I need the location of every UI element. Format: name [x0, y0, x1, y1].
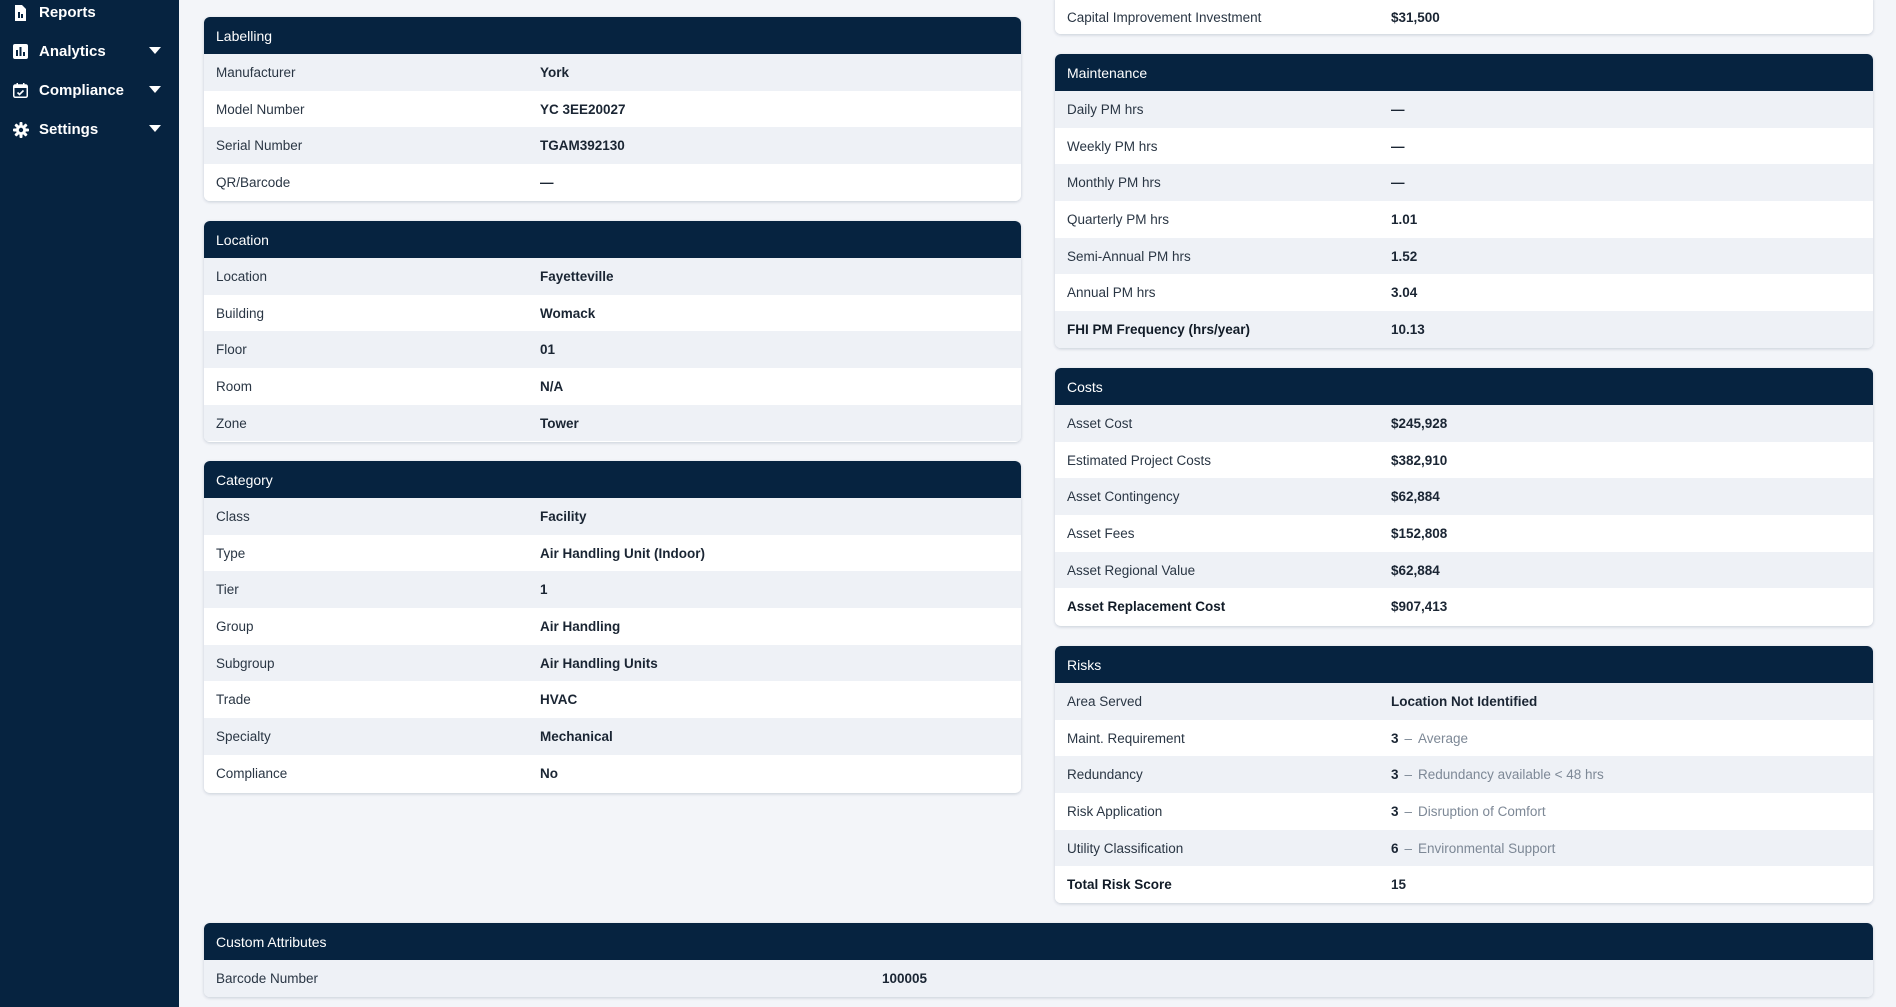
row-label: Model Number: [216, 101, 305, 117]
table-row: [204, 718, 1021, 755]
main-content: [179, 0, 1896, 1007]
separator: –: [1404, 840, 1413, 856]
table-row: [1055, 442, 1873, 479]
row-label: FHI PM Frequency (hrs/year): [1067, 321, 1251, 337]
row-label: Maint. Requirement: [1067, 730, 1185, 746]
row-value: YC 3EE20027: [540, 101, 626, 117]
row-value: 1: [540, 582, 548, 598]
table-row-total: [1055, 588, 1873, 625]
sidebar-item-compliance[interactable]: [0, 71, 179, 110]
capital-row: [1055, 0, 1873, 34]
row-label: Subgroup: [216, 655, 275, 671]
row-label: Semi-Annual PM hrs: [1067, 248, 1191, 264]
category-card: [204, 461, 1021, 793]
sidebar-item-label: Reports: [39, 4, 96, 21]
row-label: Specialty: [216, 728, 271, 744]
table-row: [1055, 793, 1873, 830]
row-value: Air Handling Units: [540, 655, 658, 671]
row-label: Redundancy: [1067, 767, 1143, 783]
row-value: —: [1391, 175, 1405, 191]
table-row: [1055, 274, 1873, 311]
row-value: TGAM392130: [540, 138, 625, 154]
row-label: Annual PM hrs: [1067, 285, 1156, 301]
table-row: [204, 54, 1021, 91]
row-label: Room: [216, 378, 253, 394]
table-row-total: [1055, 866, 1873, 903]
row-value: 3: [1391, 767, 1399, 783]
row-label: Utility Classification: [1067, 840, 1184, 856]
row-value: York: [540, 64, 570, 80]
row-label: Quarterly PM hrs: [1067, 211, 1170, 227]
table-row: [204, 645, 1021, 682]
row-value: $31,500: [1391, 9, 1440, 25]
table-row: [204, 331, 1021, 368]
separator: –: [1404, 730, 1413, 746]
row-label: Barcode Number: [216, 970, 319, 986]
table-row: [204, 258, 1021, 295]
table-row: [1055, 238, 1873, 275]
table-row: [204, 295, 1021, 332]
row-description: Environmental Support: [1418, 840, 1556, 856]
capital-card: [1055, 0, 1873, 34]
table-row: [1055, 201, 1873, 238]
sidebar-item-settings[interactable]: [0, 110, 179, 149]
row-value: —: [1391, 101, 1405, 117]
row-label: Group: [216, 618, 254, 634]
table-row: [1055, 552, 1873, 589]
row-value: $62,884: [1391, 489, 1440, 505]
custom-rows: [204, 960, 1873, 997]
card-title: Location: [204, 221, 1021, 258]
row-label: Monthly PM hrs: [1067, 175, 1161, 191]
table-row-total: [1055, 311, 1873, 348]
row-value: Tower: [540, 415, 579, 431]
separator: –: [1404, 803, 1413, 819]
row-value: Location Not Identified: [1391, 693, 1538, 709]
row-label: Weekly PM hrs: [1067, 138, 1158, 154]
row-value: 6: [1391, 840, 1399, 856]
table-row: [204, 91, 1021, 128]
row-value: $62,884: [1391, 562, 1440, 578]
row-value: 1.52: [1391, 248, 1418, 264]
row-value: 10.13: [1391, 321, 1425, 337]
table-row: [204, 755, 1021, 792]
row-label: Asset Regional Value: [1067, 562, 1196, 578]
card-title: Costs: [1055, 368, 1873, 405]
costs-card: [1055, 368, 1873, 626]
row-value: 1.01: [1391, 211, 1418, 227]
report-icon: [12, 4, 29, 21]
row-value: 100005: [882, 970, 928, 986]
row-value: 3: [1391, 803, 1399, 819]
row-value: 01: [540, 342, 556, 358]
row-value: $382,910: [1391, 452, 1448, 468]
row-value: —: [540, 174, 554, 190]
row-value: N/A: [540, 378, 564, 394]
row-label: Asset Replacement Cost: [1067, 599, 1226, 615]
sidebar-item-label: Compliance: [39, 82, 125, 99]
row-description: Redundancy available < 48 hrs: [1418, 767, 1604, 783]
table-row: [204, 368, 1021, 405]
row-label: Trade: [216, 692, 251, 708]
table-row: [1055, 830, 1873, 867]
sidebar: [0, 0, 179, 1007]
row-label: Serial Number: [216, 138, 303, 154]
row-label: Asset Contingency: [1067, 489, 1180, 505]
row-label: Floor: [216, 342, 247, 358]
sidebar-item-label: Analytics: [39, 43, 106, 60]
row-label: Type: [216, 545, 246, 561]
custom-attributes-card: [204, 923, 1873, 997]
risks-rows: [1055, 683, 1873, 903]
row-value: $907,413: [1391, 599, 1448, 615]
row-label: Tier: [216, 582, 239, 598]
row-value: HVAC: [540, 692, 578, 708]
row-value: Fayetteville: [540, 268, 614, 284]
table-row: [1055, 405, 1873, 442]
sidebar-item-analytics[interactable]: [0, 32, 179, 71]
costs-rows: [1055, 405, 1873, 625]
chart-icon: [12, 43, 29, 60]
table-row: [204, 681, 1021, 718]
card-title: Labelling: [204, 17, 1021, 54]
table-row: [204, 127, 1021, 164]
row-value: Air Handling: [540, 618, 621, 634]
table-row: [1055, 720, 1873, 757]
row-label: Asset Cost: [1067, 415, 1133, 431]
row-label: QR/Barcode: [216, 174, 291, 190]
row-value: Womack: [540, 305, 596, 321]
chevron-down-icon: [149, 47, 161, 54]
calendar-check-icon: [12, 82, 29, 99]
table-row: [1055, 515, 1873, 552]
row-label: Asset Fees: [1067, 525, 1135, 541]
labelling-rows: [204, 54, 1021, 201]
row-description: Average: [1418, 730, 1469, 746]
row-label: Risk Application: [1067, 803, 1163, 819]
card-title: Risks: [1055, 646, 1873, 683]
table-row: [1055, 128, 1873, 165]
risks-card: [1055, 646, 1873, 903]
row-value: Air Handling Unit (Indoor): [540, 545, 705, 561]
chevron-down-icon: [149, 125, 161, 132]
location-rows: [204, 258, 1021, 441]
table-row: [204, 608, 1021, 645]
table-row: [1055, 478, 1873, 515]
row-label: Location: [216, 268, 268, 284]
table-row: [204, 498, 1021, 535]
row-label: Class: [216, 508, 250, 524]
row-label: Total Risk Score: [1067, 877, 1172, 893]
table-row: [204, 405, 1021, 442]
table-row: [1055, 756, 1873, 793]
row-value: $152,808: [1391, 525, 1448, 541]
row-value: Facility: [540, 508, 587, 524]
location-card: [204, 221, 1021, 442]
card-title: Maintenance: [1055, 54, 1873, 91]
table-row: [1055, 91, 1873, 128]
row-value: $245,928: [1391, 415, 1448, 431]
category-rows: [204, 498, 1021, 792]
maintenance-card: [1055, 54, 1873, 348]
row-value: 3: [1391, 730, 1399, 746]
row-value: No: [540, 765, 558, 781]
table-row: [204, 535, 1021, 572]
row-label: Capital Improvement Investment: [1067, 9, 1262, 25]
row-value: —: [1391, 138, 1405, 154]
card-title: Category: [204, 461, 1021, 498]
labelling-card: [204, 17, 1021, 201]
card-title: Custom Attributes: [204, 923, 1873, 960]
row-label: Compliance: [216, 765, 288, 781]
row-label: Zone: [216, 415, 247, 431]
row-label: Daily PM hrs: [1067, 101, 1144, 117]
row-description: Disruption of Comfort: [1418, 803, 1546, 819]
row-value: Mechanical: [540, 728, 613, 744]
table-row: [204, 960, 1873, 997]
row-label: Estimated Project Costs: [1067, 452, 1212, 468]
table-row: [204, 164, 1021, 201]
row-label: Manufacturer: [216, 64, 296, 80]
table-row: [1055, 683, 1873, 720]
table-row: [1055, 164, 1873, 201]
separator: –: [1404, 767, 1413, 783]
row-value: 3.04: [1391, 285, 1418, 301]
row-label: Building: [216, 305, 265, 321]
row-label: Area Served: [1067, 693, 1143, 709]
sidebar-item-reports[interactable]: [0, 0, 179, 32]
sidebar-item-label: Settings: [39, 121, 99, 138]
chevron-down-icon: [149, 86, 161, 93]
gear-icon: [12, 121, 29, 138]
table-row: [204, 571, 1021, 608]
maintenance-rows: [1055, 91, 1873, 348]
row-value: 15: [1391, 877, 1407, 893]
